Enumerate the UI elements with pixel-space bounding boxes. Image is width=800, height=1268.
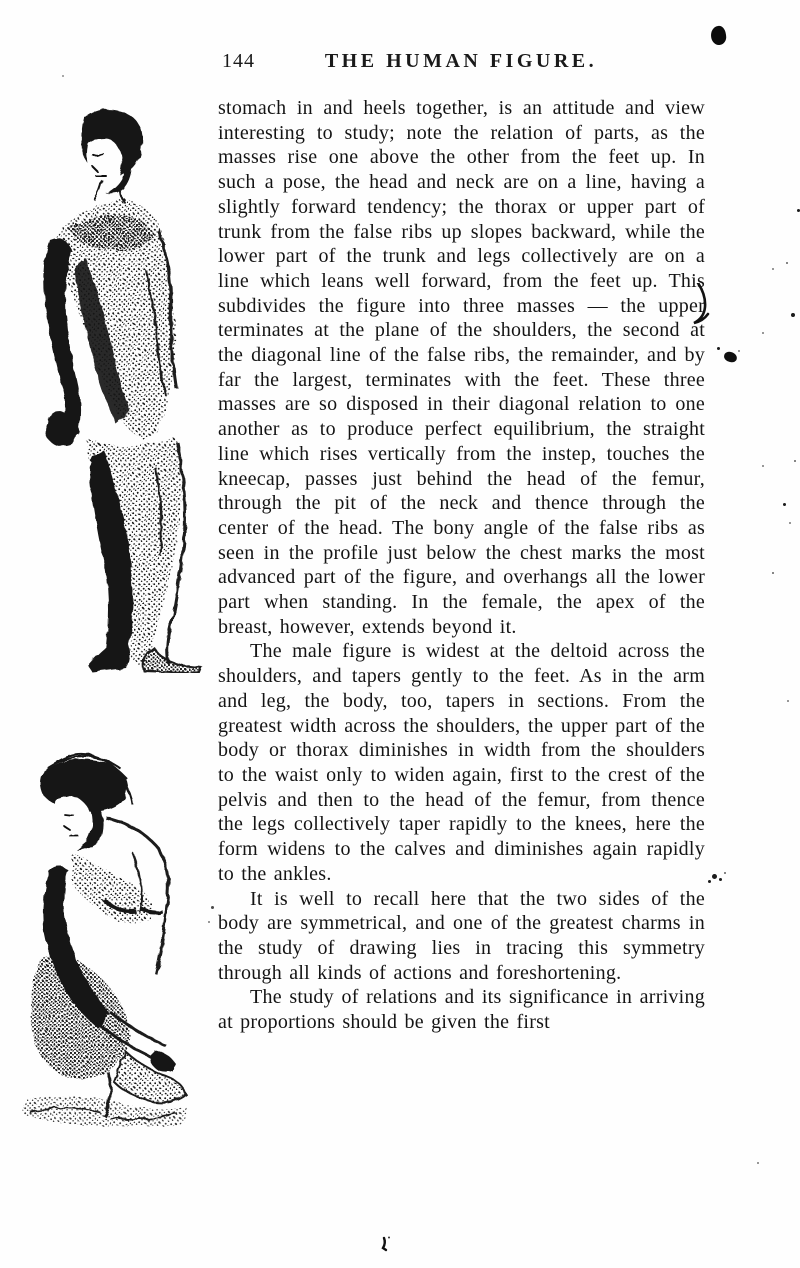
ink-speck: [724, 872, 726, 874]
page-header: [218, 50, 704, 76]
paragraph: The male figure is widest at the deltoid across the shoulders, and tapers gently to the feet. As in the arm and leg, the body, too, tapers in sections. From the greatest width across the shoulders, the upper part of the body or thorax diminishes in width from the shoulders to the waist only to widen again, first to the crest of the pelvis and then to the head of the femur, from thence the legs collectively taper rapidly to the knees, here the form widens to the calves and diminishes again rapidly to the ankles.: [218, 640, 705, 885]
margin-speck: [791, 313, 795, 317]
paragraph: The study of relations and its significance in arriving at proportions should be given the first: [218, 986, 705, 1034]
paragraph: stomach in and heels together, is an attitude and view interesting to study; note the relation of parts, as the masses rise one above the other from the feet up. In such a pose, the head and neck are on a line, having a slightly forward tendency; the thorax or upper part of trunk from the false ribs up slopes backward, while the lower part of the trunk and legs collectively are on a line which leans well forward, from the feet up. This subdivides the figure into three masses — the upper terminates at the plane of the shoulders, the second at the diagonal line of the false ribs, the remainder, and by far the largest, terminates with the feet. These three masses are so disposed in their diagonal relation to one another as to produce perfect equilibrium, the straight line which rises vertically from the instep, touches the kneecap, passes just behind the head of the femur, through the pit of the neck and thence through the center of the head. The bony angle of the false ribs as seen in the profile just below the chest marks the most advanced part of the figure, and overhangs all the lower part when standing. In the female, the apex of the breast, however, extends beyond it.: [218, 97, 705, 638]
margin-speck: [787, 700, 789, 702]
margin-speck: [783, 503, 786, 506]
margin-speck: [208, 921, 210, 923]
ink-speck-cluster: [712, 874, 717, 879]
margin-speck: [211, 906, 214, 909]
figure-kneeling-female-sketch: [14, 752, 199, 1132]
margin-speck: [757, 1162, 759, 1164]
margin-speck: [772, 268, 774, 270]
standing-male-sketch-svg: [28, 108, 203, 673]
paragraph: It is well to recall here that the two sides of the body are symmetrical, and one of the greatest charms in the study of drawing lies in tracing this symmetry through all kinds of actions and foreshortening.: [218, 887, 705, 984]
kneeling-female-sketch-svg: [14, 752, 199, 1132]
margin-speck: [772, 572, 774, 574]
body-text: [218, 96, 705, 1035]
ink-blot-top-right: [710, 25, 727, 46]
ink-speck: [708, 880, 711, 883]
speck-bottom-center: [379, 1236, 391, 1252]
margin-speck: [794, 460, 796, 462]
running-title: THE HUMAN FIGURE.: [324, 50, 598, 72]
ink-speck: [738, 350, 740, 352]
margin-speck: [762, 332, 764, 334]
margin-speck: [786, 262, 788, 264]
smudge-right-margin: [723, 351, 738, 363]
page-number: 144: [222, 50, 255, 72]
ink-speck: [717, 347, 720, 350]
figure-standing-male-sketch: [28, 108, 203, 673]
margin-speck: [62, 75, 64, 77]
pen-stroke-over-text: [686, 283, 712, 327]
margin-speck: [789, 522, 791, 524]
ink-speck: [719, 878, 722, 881]
margin-speck: [762, 465, 764, 467]
